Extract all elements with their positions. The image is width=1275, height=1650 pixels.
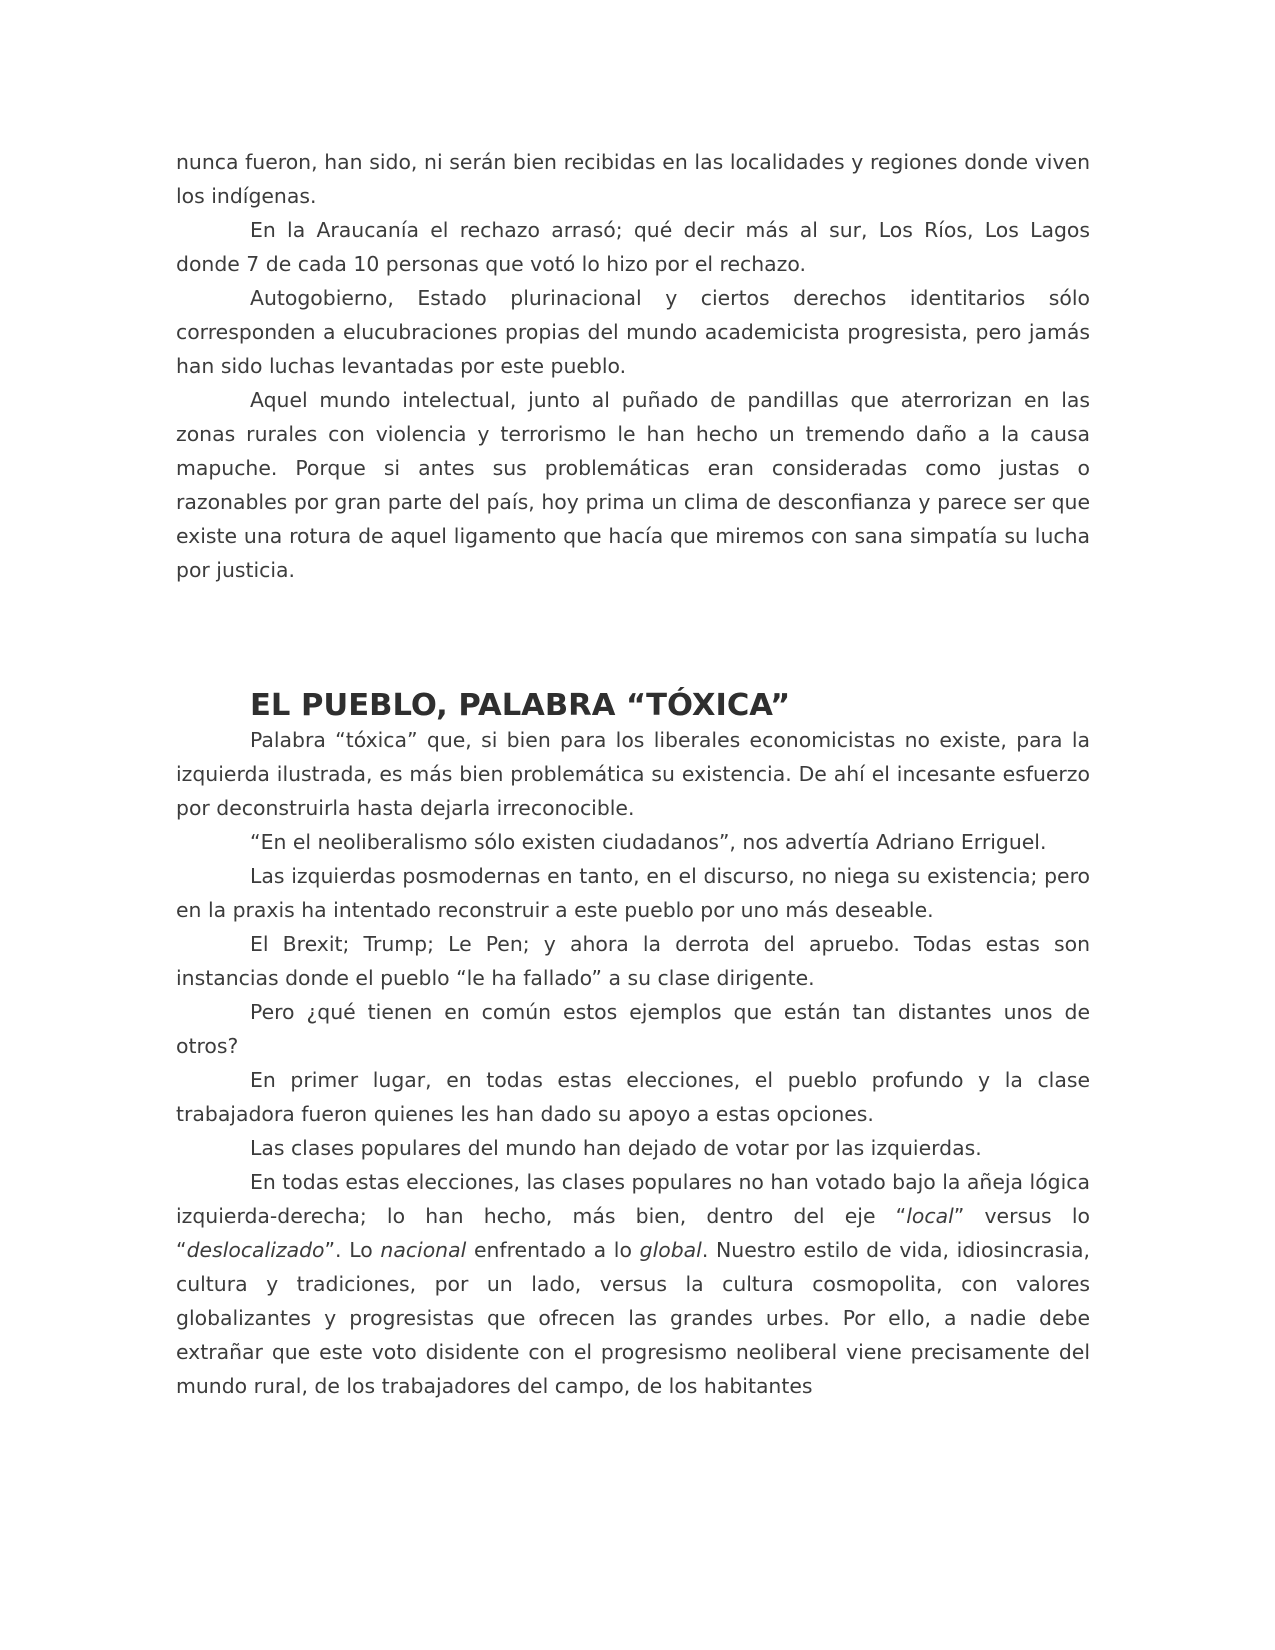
text-run: ” versus lo “ bbox=[176, 1204, 1090, 1262]
paragraph: El Brexit; Trump; Le Pen; y ahora la derrota del apruebo. Todas estas son instancias donde el pueblo “le ha fallado” a su clase dirigente. bbox=[176, 932, 1090, 990]
document-page bbox=[176, 145, 1090, 1403]
section-heading: EL PUEBLO, PALABRA “TÓXICA” bbox=[250, 688, 791, 723]
paragraph: “En el neoliberalismo sólo existen ciudadanos”, nos advertía Adriano Erriguel. bbox=[250, 830, 1047, 854]
paragraph: Autogobierno, Estado plurinacional y ciertos derechos identitarios sólo corresponden a elucubraciones propias del mundo academicista progresista, pero jamás han sido luchas levantadas por este pueblo. bbox=[176, 286, 1090, 378]
text-run: . Nuestro estilo de vida, idiosincrasia, cultura y tradiciones, por un lado, versus la cultura cosmopolita, con valores globalizantes y progresistas que ofrecen las grandes urbes. Por ello, a nadie debe extrañar que este voto disidente con el progresismo neoliberal viene precisamente del mundo rural, de los trabajadores del campo, de los habitantes bbox=[176, 1238, 1090, 1398]
italic-term-nacional: nacional bbox=[380, 1238, 467, 1262]
italic-term-deslocalizado: deslocalizado bbox=[186, 1238, 325, 1262]
text-run: ”. Lo bbox=[324, 1238, 381, 1262]
paragraph: Las izquierdas posmodernas en tanto, en el discurso, no niega su existencia; pero en la praxis ha intentado reconstruir a este pueblo por uno más deseable. bbox=[176, 864, 1090, 922]
paragraph: En primer lugar, en todas estas elecciones, el pueblo profundo y la clase trabajadora fueron quienes les han dado su apoyo a estas opciones. bbox=[176, 1068, 1090, 1126]
italic-term-global: global bbox=[639, 1238, 702, 1262]
paragraph: Palabra “tóxica” que, si bien para los liberales economicistas no existe, para la izquierda ilustrada, es más bien problemática su existencia. De ahí el incesante esfuerzo por deconstruirla hasta dejarla irreconocible. bbox=[176, 728, 1090, 820]
italic-term-local: local bbox=[906, 1204, 954, 1228]
paragraph: En la Araucanía el rechazo arrasó; qué decir más al sur, Los Ríos, Los Lagos donde 7 de cada 10 personas que votó lo hizo por el rechazo. bbox=[176, 218, 1090, 276]
paragraph: Aquel mundo intelectual, junto al puñado de pandillas que aterrorizan en las zonas rurales con violencia y terrorismo le han hecho un tremendo daño a la causa mapuche. Porque si antes sus problemáticas eran consideradas como justas o razonables por gran parte del país, hoy prima un clima de desconfianza y parece ser que existe una rotura de aquel ligamento que hacía que miremos con sana simpatía su lucha por justicia. bbox=[176, 388, 1090, 582]
paragraph-last bbox=[176, 1165, 1090, 1403]
text-run: enfrentado a lo bbox=[466, 1238, 640, 1262]
section-spacer bbox=[176, 587, 1090, 689]
paragraph: nunca fueron, han sido, ni serán bien recibidas en las localidades y regiones donde viven los indígenas. bbox=[176, 150, 1090, 208]
paragraph: Las clases populares del mundo han dejado de votar por las izquierdas. bbox=[250, 1136, 982, 1160]
paragraph: Pero ¿qué tienen en común estos ejemplos que están tan distantes unos de otros? bbox=[176, 1000, 1090, 1058]
text-run: En todas estas elecciones, las clases populares no han votado bajo la añeja lógica izquierda-derecha; lo han hecho, más bien, dentro del eje “ bbox=[176, 1170, 1090, 1228]
